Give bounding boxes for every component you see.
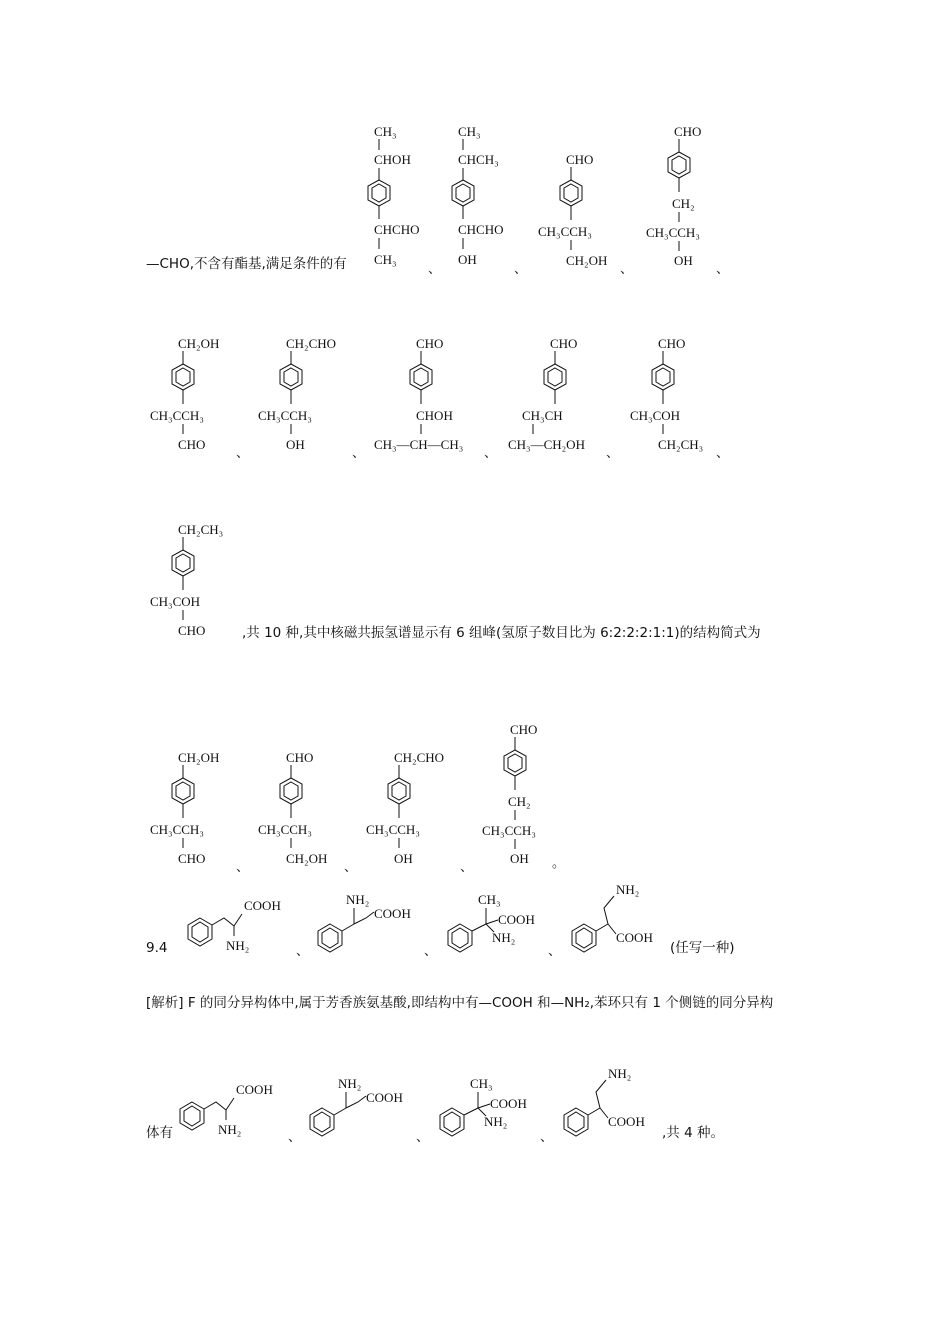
- structure-r3-1: [150, 520, 240, 642]
- separator: 、: [548, 944, 562, 959]
- svg-text:CHO: CHO: [178, 437, 206, 452]
- svg-text:CHO: CHO: [674, 124, 702, 139]
- svg-text:CHO: CHO: [416, 336, 444, 351]
- svg-text:CH₂OH: CH₂OH: [178, 750, 220, 765]
- separator: 、: [716, 262, 730, 277]
- structure-r4-1: [150, 748, 236, 870]
- structure-r2-2: [258, 334, 354, 456]
- separator: 、: [716, 446, 730, 461]
- svg-text:CH₃: CH₃: [374, 124, 397, 139]
- structure-r1-3: [538, 150, 618, 272]
- svg-text:CH₃COH: CH₃COH: [150, 594, 201, 609]
- svg-text:CH₃—CH—CH₃: CH₃—CH—CH₃: [374, 437, 464, 452]
- last-line-prefix: 体有: [146, 1125, 173, 1141]
- amino-a-2: [308, 1074, 418, 1138]
- amino-q-2: [316, 890, 426, 954]
- svg-text:CH₃CCH₃: CH₃CCH₃: [646, 225, 700, 240]
- svg-text:NH₂: NH₂: [346, 892, 370, 907]
- svg-text:CHO: CHO: [566, 152, 594, 167]
- svg-text:NH₂: NH₂: [492, 930, 516, 945]
- svg-text:CH₃COH: CH₃COH: [630, 408, 681, 423]
- svg-text:CH₂: CH₂: [672, 196, 695, 211]
- svg-text:COOH: COOH: [490, 1096, 527, 1111]
- separator: 、: [288, 1130, 302, 1145]
- separator: 、: [460, 860, 474, 875]
- svg-text:CH₃: CH₃: [478, 892, 501, 907]
- svg-text:CH₂CH₃: CH₂CH₃: [658, 437, 704, 452]
- structure-r4-4: [482, 720, 552, 870]
- svg-text:CH₂OH: CH₂OH: [286, 851, 328, 866]
- svg-text:CH₂: CH₂: [508, 794, 531, 809]
- separator: 、: [484, 446, 498, 461]
- svg-text:NH₂: NH₂: [484, 1114, 508, 1129]
- svg-text:COOH: COOH: [236, 1082, 273, 1097]
- separator: 、: [428, 262, 442, 277]
- svg-text:CH₃CH: CH₃CH: [522, 408, 563, 423]
- amino-a-4: [562, 1062, 662, 1138]
- svg-text:CHO: CHO: [178, 623, 206, 638]
- svg-text:CH₃: CH₃: [470, 1076, 493, 1091]
- separator: 、: [296, 944, 310, 959]
- svg-text:CHO: CHO: [550, 336, 578, 351]
- question-note: (任写一种): [670, 940, 735, 956]
- svg-text:COOH: COOH: [244, 898, 281, 913]
- svg-text:CH₃: CH₃: [374, 252, 397, 267]
- amino-a-3: [438, 1074, 542, 1138]
- svg-text:CHO: CHO: [658, 336, 686, 351]
- separator: 、: [620, 262, 634, 277]
- svg-text:NH₂: NH₂: [616, 882, 640, 897]
- svg-text:COOH: COOH: [374, 906, 411, 921]
- structure-r2-4: [508, 334, 608, 456]
- explanation-text: [解析] F 的同分异构体中,属于芳香族氨基酸,即结构中有—COOH 和—NH₂,苯环只有 1 个侧链的同分异构: [146, 995, 774, 1011]
- svg-text:CH₃CCH₃: CH₃CCH₃: [258, 822, 312, 837]
- svg-text:COOH: COOH: [366, 1090, 403, 1105]
- text-line-1: —CHO,不含有酯基,满足条件的有: [146, 256, 347, 272]
- separator: 、: [416, 1130, 430, 1145]
- svg-text:OH: OH: [674, 253, 693, 268]
- last-line-suffix: ,共 4 种。: [662, 1125, 724, 1141]
- svg-text:CH₃CCH₃: CH₃CCH₃: [258, 408, 312, 423]
- svg-text:CHCHO: CHCHO: [374, 222, 420, 237]
- svg-text:CH₃CCH₃: CH₃CCH₃: [538, 224, 592, 239]
- svg-text:CH₃—CH₂OH: CH₃—CH₂OH: [508, 437, 585, 452]
- svg-text:COOH: COOH: [616, 930, 653, 945]
- separator: 、: [236, 446, 250, 461]
- svg-text:CH₂CH₃: CH₂CH₃: [178, 522, 224, 537]
- amino-q-4: [570, 878, 670, 954]
- separator: 、: [514, 262, 528, 277]
- amino-q-1: [186, 894, 296, 956]
- svg-text:OH: OH: [286, 437, 305, 452]
- structure-r2-1: [150, 334, 236, 456]
- svg-text:CHOH: CHOH: [416, 408, 453, 423]
- svg-text:COOH: COOH: [498, 912, 535, 927]
- svg-text:NH₂: NH₂: [608, 1066, 632, 1081]
- structure-r1-4: [646, 122, 716, 272]
- svg-text:CH₂CHO: CH₂CHO: [394, 750, 445, 765]
- question-number: 9.4: [146, 940, 168, 956]
- svg-text:CHO: CHO: [510, 722, 538, 737]
- svg-text:CH₃CCH₃: CH₃CCH₃: [482, 823, 536, 838]
- svg-text:CH₂CHO: CH₂CHO: [286, 336, 337, 351]
- structure-r2-3: [374, 334, 484, 456]
- svg-text:OH: OH: [510, 851, 529, 866]
- svg-text:CHOH: CHOH: [374, 152, 411, 167]
- amino-q-3: [446, 890, 550, 954]
- svg-text:CHO: CHO: [286, 750, 314, 765]
- svg-text:CH₃CCH₃: CH₃CCH₃: [366, 822, 420, 837]
- separator: 、: [606, 446, 620, 461]
- separator: 、: [236, 860, 250, 875]
- structure-r4-2: [258, 748, 344, 870]
- svg-text:CH₃: CH₃: [458, 124, 481, 139]
- structure-r2-5: [630, 334, 720, 456]
- svg-text:CH₂OH: CH₂OH: [566, 253, 608, 268]
- svg-text:NH₂: NH₂: [338, 1076, 362, 1091]
- separator: 、: [424, 944, 438, 959]
- structure-r1-1: [368, 122, 432, 272]
- separator: 、: [540, 1130, 554, 1145]
- svg-text:COOH: COOH: [608, 1114, 645, 1129]
- svg-text:NH₂: NH₂: [226, 938, 250, 953]
- svg-text:NH₂: NH₂: [218, 1122, 242, 1137]
- end-period: 。: [552, 856, 566, 871]
- svg-text:CH₃CCH₃: CH₃CCH₃: [150, 408, 204, 423]
- text-line-3: ,共 10 种,其中核磁共振氢谱显示有 6 组峰(氢原子数目比为 6:2:2:2:1:1)的结构简式为: [242, 625, 761, 641]
- separator: 、: [352, 446, 366, 461]
- svg-text:CHO: CHO: [178, 851, 206, 866]
- amino-a-1: [178, 1078, 288, 1140]
- svg-text:CH₃CCH₃: CH₃CCH₃: [150, 822, 204, 837]
- structure-r1-2: [452, 122, 522, 272]
- svg-text:CHCHO: CHCHO: [458, 222, 504, 237]
- svg-text:OH: OH: [458, 252, 477, 267]
- svg-text:OH: OH: [394, 851, 413, 866]
- svg-text:CH₂OH: CH₂OH: [178, 336, 220, 351]
- structure-r4-3: [366, 748, 462, 870]
- separator: 、: [344, 860, 358, 875]
- svg-text:CHCH₃: CHCH₃: [458, 152, 499, 167]
